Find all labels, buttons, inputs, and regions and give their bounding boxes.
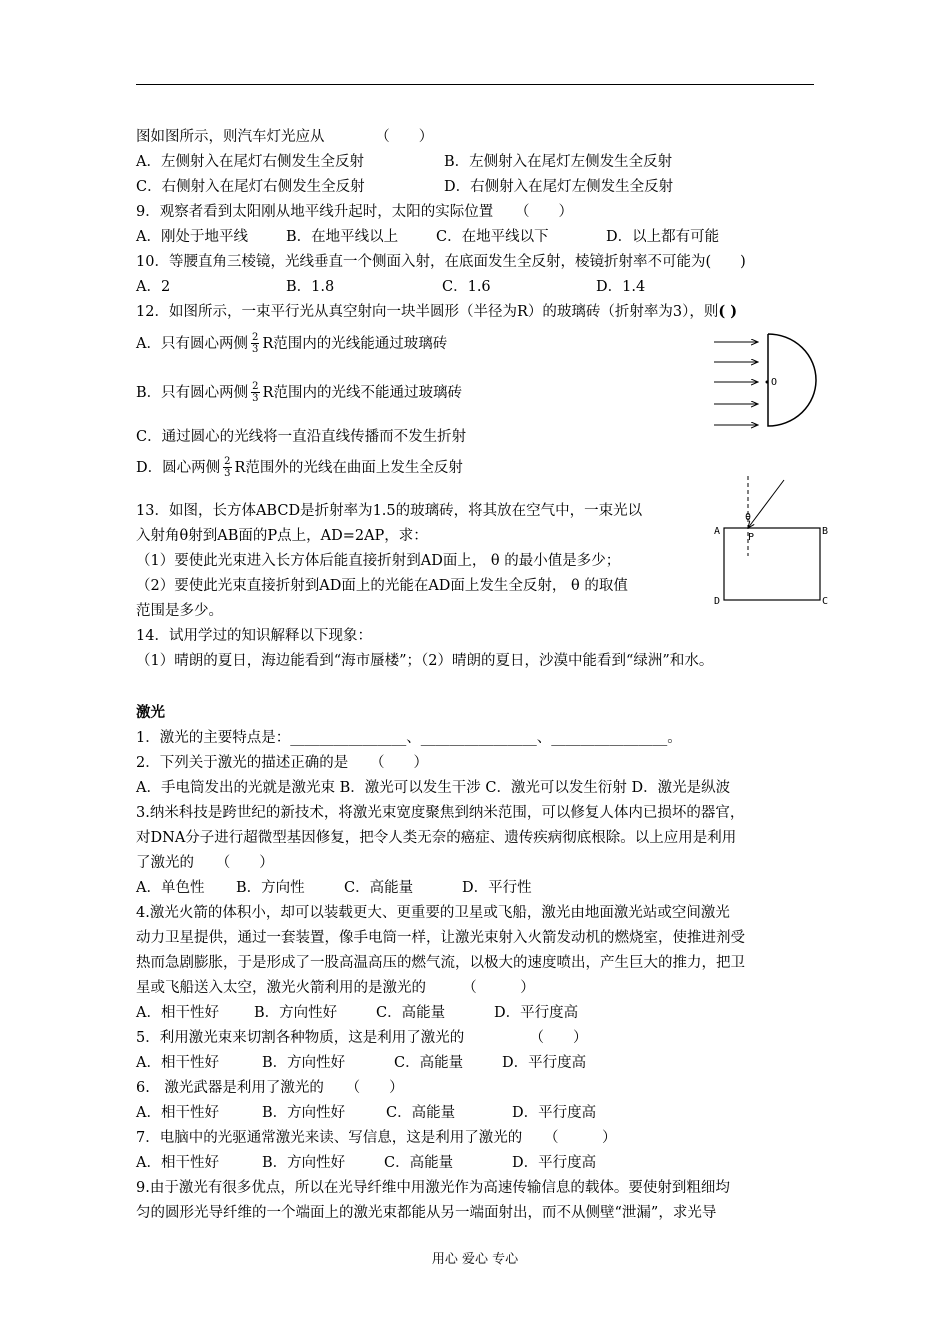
option-line: A．相干性好 B．方向性好 C．高能量 D．平行度高 (136, 1105, 597, 1121)
text-line: 匀的圆形光导纤维的一个端面上的激光束都能从另一端面射出，而不从侧壁“泄漏”，求光导 (136, 1205, 717, 1221)
question-9: 9．观察者看到太阳刚从地平线升起时，太阳的实际位置 （ ） (136, 204, 573, 220)
question-13: 13．如图，长方体ABCD是折射率为1.5的玻璃砖，将其放在空气中，一束光以 (136, 503, 643, 519)
text-line: 星或飞船送入太空，激光火箭利用的是激光的 （ ） (136, 980, 535, 996)
option-line: A．相干性好 B．方向性好 C．高能量 D．平行度高 (136, 1005, 579, 1021)
fraction: $\frac{2}{3}$ (224, 456, 231, 479)
label-d: D (714, 596, 721, 607)
text-line: （1）要使此光束进入长方体后能直接折射到AD面上， θ 的最小值是多少； (136, 553, 621, 569)
question-7: 7．电脑中的光驱通常激光来读、写信息，这是利用了激光的 （ ） (136, 1130, 617, 1146)
option-line: A．单色性 B．方向性 C．高能量 D．平行性 (136, 880, 532, 896)
question-5: 5．利用激光束来切割各种物质，这是利用了激光的 （ ） (136, 1030, 588, 1046)
option-line: C．右侧射入在尾灯右侧发生全反射 D．右侧射入在尾灯左侧发生全反射 (136, 179, 674, 195)
semicircle-figure (710, 330, 820, 430)
question-4: 4.激光火箭的体积小，却可以装载更大、更重要的卫星或飞船，激光由地面激光站或空间激光 (136, 905, 730, 921)
page-footer: 用心 爱心 专心 (431, 1252, 519, 1267)
fraction: $\frac{2}{3}$ (251, 332, 259, 355)
rectangle-figure (712, 476, 832, 606)
option-line: A．只有圆心两侧 $\frac{2}{3}$ R范围内的光线能通过玻璃砖 (136, 332, 448, 355)
text-line: 对DNA分子进行超微型基因修复，把令人类无奈的癌症、遗传疾病彻底根除。以上应用是利用 (136, 830, 737, 846)
question-9-laser: 9.由于激光有很多优点，所以在光导纤维中用激光作为高速传输信息的载体。要使射到粗细均 (136, 1180, 730, 1196)
text-line: 了激光的 （ ） (136, 855, 274, 871)
option-line: A．刚处于地平线 B．在地平线以上 C．在地平线以下 D．以上都有可能 (136, 229, 720, 245)
text-line: 范围是多少。 (136, 603, 223, 619)
option-line: A．手电筒发出的光就是激光束 B．激光可以发生干涉 C．激光可以发生衍射 D．激光是纵波 (136, 780, 731, 796)
question-14: 14．试用学过的知识解释以下现象： (136, 628, 372, 644)
question-3: 3.纳米科技是跨世纪的新技术，将激光束宽度聚焦到纳米范围，可以修复人体内已损坏的器官， (136, 805, 745, 821)
label-theta: θ (745, 512, 752, 523)
text-line: 热而急剧膨胀，于是形成了一股高温高压的燃气流，以极大的速度喷出，产生巨大的推力，把卫 (136, 955, 745, 971)
option-line: C．通过圆心的光线将一直沿直线传播而不发生折射 (136, 429, 467, 445)
question-12: 12．如图所示，一束平行光从真空射向一块半圆形（半径为R）的玻璃砖（折射率为3），则( ) (136, 303, 738, 320)
text-line: （2）要使此光束直接折射到AD面上的光能在AD面上发生全反射， θ 的取值 (136, 578, 628, 594)
question-6: 6. 激光武器是利用了激光的 （ ） (136, 1080, 404, 1096)
label-a: A (714, 526, 721, 537)
option-line: D．圆心两侧 $\frac{2}{3}$ R范围外的光线在曲面上发生全反射 (136, 456, 463, 479)
center-label: O (771, 377, 778, 388)
question-10: 10．等腰直角三棱镜，光线垂直一个侧面入射，在底面发生全反射，棱镜折射率不可能为( ) (136, 254, 746, 270)
label-b: B (822, 526, 829, 537)
fraction: $\frac{2}{3}$ (252, 381, 259, 404)
option-line: A．相干性好 B．方向性好 C．高能量 D．平行度高 (136, 1155, 597, 1171)
label-c: C (822, 596, 829, 607)
text-line: （1）晴朗的夏日，海边能看到“海市蜃楼”；（2）晴朗的夏日，沙漠中能看到“绿洲”和水。 (136, 653, 714, 669)
option-line: A．相干性好 B．方向性好 C．高能量 D．平行度高 (136, 1055, 587, 1071)
option-line: A．左侧射入在尾灯右侧发生全反射 B．左侧射入在尾灯左侧发生全反射 (136, 154, 673, 170)
header-rule (136, 84, 814, 85)
text-line: 动力卫星提供，通过一套装置，像手电筒一样，让激光束射入火箭发动机的燃烧室，使推进剂受 (136, 930, 745, 946)
option-line: B．只有圆心两侧 $\frac{2}{3}$ R范围内的光线不能通过玻璃砖 (136, 381, 462, 404)
text-line: 图如图所示，则汽车灯光应从 （ ） (136, 129, 434, 145)
question-1: 1．激光的主要特点是：________________、________________、________________。 (136, 730, 682, 746)
option-line: A．2 B．1.8 C．1.6 D．1.4 (136, 279, 646, 295)
label-p: P (748, 532, 755, 543)
question-2: 2．下列关于激光的描述正确的是 （ ） (136, 755, 428, 771)
section-heading: 激光 (136, 704, 165, 721)
text-line: 入射角θ射到AB面的P点上，AD=2AP，求： (136, 528, 428, 544)
